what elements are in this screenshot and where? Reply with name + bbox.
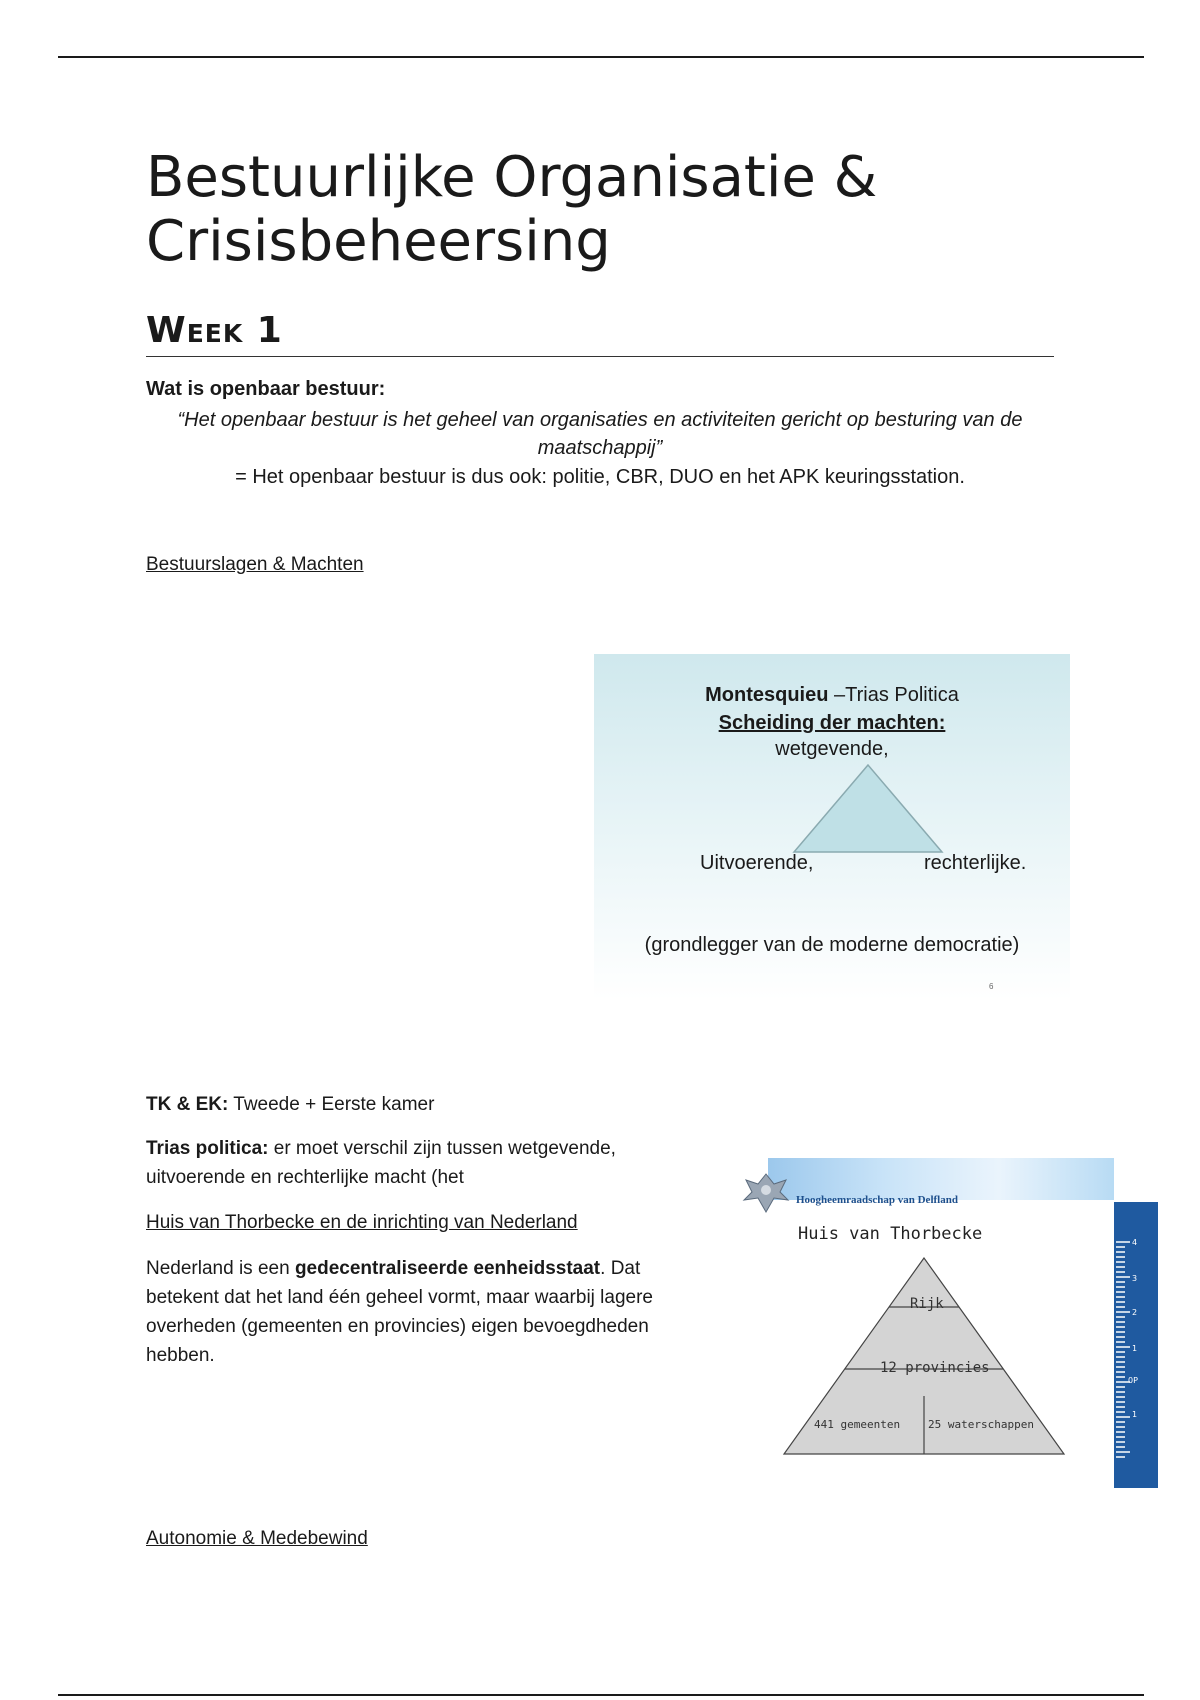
label-wetgevende: wetgevende, <box>775 738 889 760</box>
tier-waterschappen: 25 waterschappen <box>928 1418 1034 1431</box>
label-rechterlijke: rechterlijke. <box>924 852 1027 874</box>
ruler-mark: 4 <box>1132 1238 1138 1247</box>
definition-trias: Trias politica: er moet verschil zijn tussen wetgevende, uitvoerende en rechterlijke macht (het <box>146 1138 616 1188</box>
top-rule <box>58 56 1144 58</box>
section-heading-thorbecke: Huis van Thorbecke en de inrichting van Nederland <box>146 1212 578 1233</box>
ruler-mark: 1 <box>1132 1344 1138 1353</box>
week-heading: Week 1 <box>146 310 283 351</box>
section-heading-bestuurslagen: Bestuurslagen & Machten <box>146 554 364 575</box>
question-label: Wat is openbaar bestuur: <box>146 378 386 400</box>
label-uitvoerende: Uitvoerende, <box>700 852 814 874</box>
tier-provincies: 12 provincies <box>880 1360 990 1376</box>
ruler-mark: 0P <box>1128 1376 1138 1385</box>
trias-politica-slide <box>594 654 1070 1000</box>
thorbecke-pyramid <box>736 1158 1114 1488</box>
ruler-mark: 2 <box>1132 1308 1138 1317</box>
slide-title: Montesquieu –Trias Politica <box>705 684 959 706</box>
document-title: Bestuurlijke Organisatie & Crisisbeheersing <box>146 145 878 274</box>
thorbecke-slide <box>736 1158 1158 1488</box>
definition-quote: “Het openbaar bestuur is het geheel van organisaties en activiteiten gericht op besturing van de maatschappij” <box>177 409 1023 459</box>
tier-gemeenten: 441 gemeenten <box>814 1418 901 1431</box>
slide-subtitle: Scheiding der machten: <box>718 712 946 734</box>
measuring-ruler <box>1114 1202 1158 1488</box>
slide-footnote: (grondlegger van de moderne democratie) <box>644 934 1020 956</box>
definition-conclusion: = Het openbaar bestuur is dus ook: politie, CBR, DUO en het APK keuringsstation. <box>235 466 965 488</box>
ruler-mark: 1 <box>1132 1410 1138 1419</box>
definition-tk-ek: TK & EK: Tweede + Eerste kamer <box>146 1094 435 1115</box>
section-heading-autonomie: Autonomie & Medebewind <box>146 1528 368 1549</box>
slide-page-number: 6 <box>989 982 994 991</box>
bottom-rule <box>58 1694 1144 1696</box>
organisation-name: Hoogheemraadschap van Delfland <box>796 1194 958 1206</box>
thorbecke-paragraph: Nederland is een gedecentraliseerde eenheidsstaat. Dat betekent dat het land één geheel vormt, maar waarbij lagere overheden (gemeenten en provincies) eigen bevoegdheden hebben. <box>146 1258 653 1366</box>
week-divider <box>146 356 1054 357</box>
tier-rijk: Rijk <box>910 1296 944 1312</box>
slide-title: Huis van Thorbecke <box>798 1224 983 1244</box>
ruler-mark: 3 <box>1132 1274 1138 1283</box>
power-triangle <box>794 765 942 852</box>
